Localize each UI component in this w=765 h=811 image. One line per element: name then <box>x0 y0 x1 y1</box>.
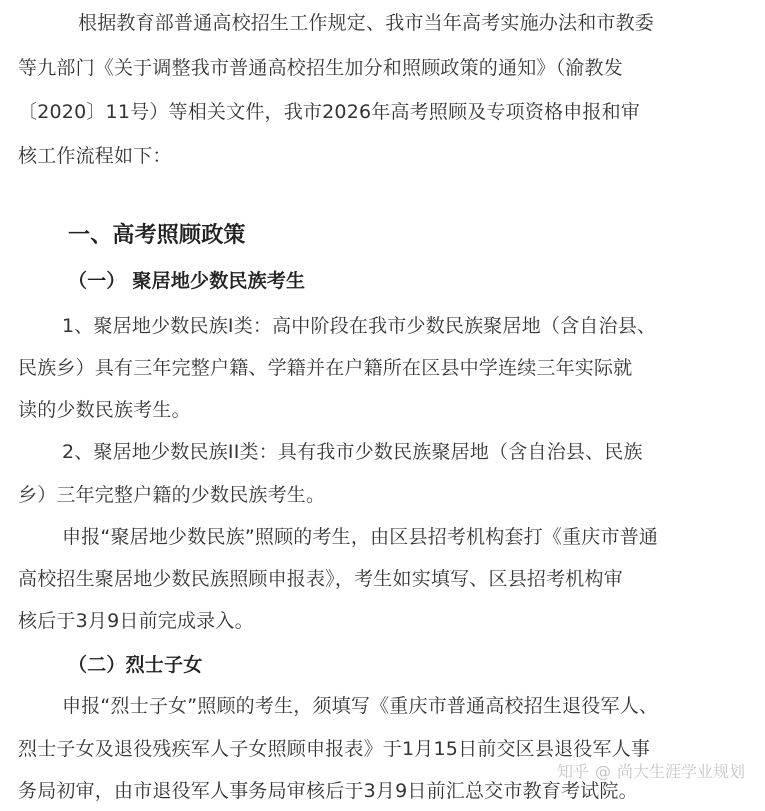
intro-line-3: 〔2020〕11号）等相关文件，我市2026年高考照顾及专项资格申报和审 <box>18 101 641 123</box>
subsection-heading-1: （一） 聚居地少数民族考生 <box>68 270 306 292</box>
paragraph-line: 烈士子女及退役残疾军人子女照顾申报表》于1月15日前交区县退役军人事 <box>18 738 651 760</box>
watermark-separator: @ <box>594 762 611 781</box>
section-heading: 一、高考照顾政策 <box>68 223 246 248</box>
paragraph-line: 核后于3月9日前完成录入。 <box>18 610 254 632</box>
watermark <box>557 762 745 782</box>
paragraph-line: 乡）三年完整户籍的少数民族考生。 <box>18 484 326 506</box>
intro-line-2: 等九部门《关于调整我市普通高校招生加分和照顾政策的通知》（渝教发 <box>18 57 623 79</box>
intro-line-1: 根据教育部普通高校招生工作规定、我市当年高考实施办法和市教委 <box>78 12 655 34</box>
paragraph-line: 务局初审，由市退役军人事务局审核后于3月9日前汇总交市教育考试院。 <box>18 780 638 802</box>
paragraph-line: 申报“聚居地少数民族”照顾的考生，由区县招考机构套打《重庆市普通 <box>62 526 659 548</box>
paragraph-line: 高校招生聚居地少数民族照顾申报表》，考生如实填写、区县招考机构审 <box>18 568 623 590</box>
paragraph-line: 民族乡）具有三年完整户籍、学籍并在户籍所在区县中学连续三年实际就 <box>18 357 633 379</box>
watermark-author: 尚大生涯学业规划 <box>616 762 745 781</box>
intro-line-4: 核工作流程如下： <box>18 145 172 167</box>
subsection-heading-2: （二）烈士子女 <box>68 654 203 676</box>
paragraph-line: 2、聚居地少数民族II类：具有我市少数民族聚居地（含自治县、民族 <box>62 441 643 463</box>
paragraph-line: 1、聚居地少数民族I类：高中阶段在我市少数民族聚居地（含自治县、 <box>62 315 657 337</box>
paragraph-line: 申报“烈士子女”照顾的考生，须填写《重庆市普通高校招生退役军人、 <box>62 695 659 717</box>
watermark-platform: 知乎 <box>556 762 589 781</box>
paragraph-line: 读的少数民族考生。 <box>18 399 191 421</box>
